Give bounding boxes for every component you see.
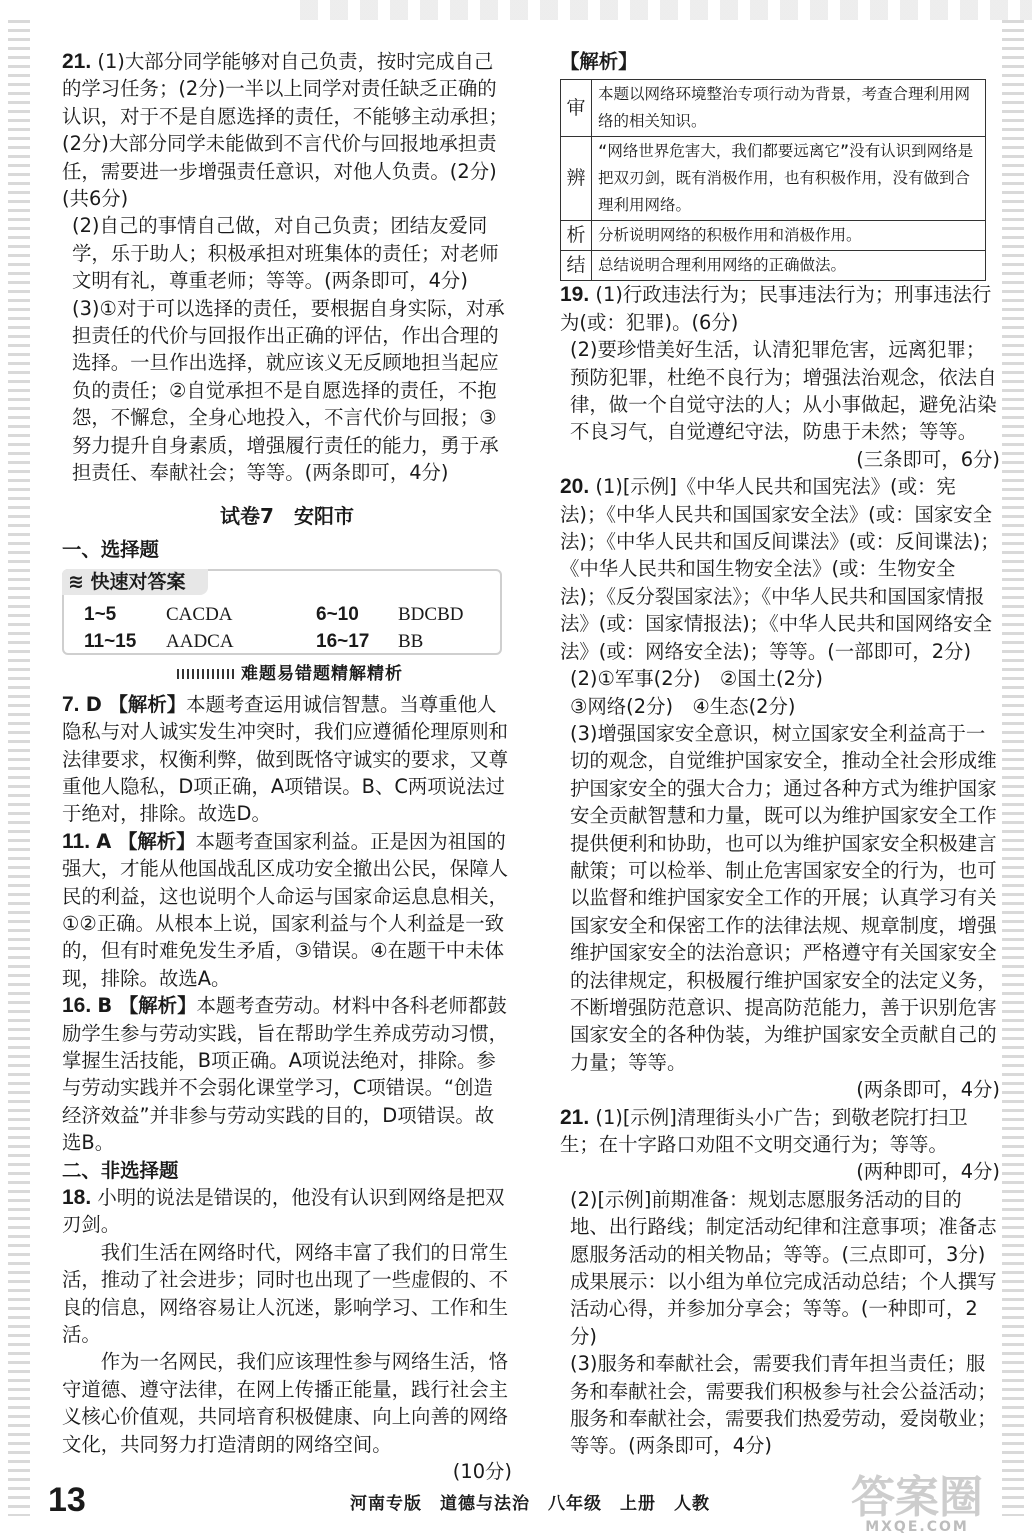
question-21: 21. (1)[示例]清理街头小广告；到敬老院打扫卫生；在十字路口劝阻不文明交通行为；等等。 (两种即可，4分) (2)[示例]前期准备：规划志愿服务活动的目的地、出行路线；制定活动纪律和注意事项；准备志愿服务活动的相关物品；等等。(三点即可，3分) 成果展示：以小组为单位完成活动总结；个人撰写活动心得，并参加分享会；等等。(一种即可，2分) (3)服务和奉献社会，需要我们青年担当责任；服务和奉献社会，需要我们积极参与社会公益活动；服务和奉献社会，需要我们热爱劳动，爱岗敬业；等等。(两条即可，4分) — [560, 1105, 1000, 1458]
question-21-prev — [62, 48, 512, 487]
right-wave-border — [1002, 20, 1024, 1516]
answer-letters: BDCBD — [398, 604, 464, 626]
question-number: 21. — [62, 50, 92, 73]
quick-answer-grid — [84, 601, 490, 655]
answer-range: 6~10 — [316, 604, 359, 626]
left-wave-border — [8, 20, 30, 1516]
section-heading: 一、选择题 — [62, 537, 159, 561]
quick-answer-title: ≋ 快速对答案 — [62, 569, 208, 595]
analysis-row: 析 分析说明网络的积极作用和消极作用。 — [561, 221, 986, 251]
score-note: (三条即可，6分) — [856, 447, 1000, 471]
analysis-row: 审 本题以网络环境整治专项行动为背景，考查合理利用网络的相关知识。 — [561, 80, 986, 137]
hard-problems-heading: 难题易错题精解精析 — [62, 661, 512, 688]
analysis-row: 辨 “网络世界危害大，我们都要远离它”没有认识到网络是把双刃剑，既有消极作用，也有积极作用，没有做到合理利用网络。 — [561, 137, 986, 221]
analysis-label: 【解析】 — [560, 50, 638, 73]
answer-range: 11~15 — [84, 631, 137, 653]
question-7: 7. D 【解析】本题考查运用诚信智慧。当尊重他人隐私与对人诚实发生冲突时，我们应遵循伦理原则和法律要求，权衡利弊，做到既恪守诚实的要求，又尊重他人隐私，D项正确，A项错误。B、C两项说法过于绝对，排除。故选D。 — [62, 692, 508, 826]
wave-icon: ≋ — [68, 571, 91, 594]
footer-book-info: 河南专版 道德与法治 八年级 上册 人教 — [350, 1494, 710, 1514]
left-column — [62, 48, 512, 1486]
question-16: 16. B 【解析】本题考查劳动。材料中各科老师都鼓励学生参与劳动实践，旨在帮助学生养成劳动习惯，掌握生活技能，B项正确。A项说法绝对，排除。参与劳动实践并不会弱化课堂学习，C项错误。“创造经济效益”并非参与劳动实践的目的，D项错误。故选B。 — [62, 994, 508, 1155]
answer-range: 1~5 — [84, 604, 117, 626]
answer-text: (3)①对于可以选择的责任，要根据自身实际，对承担责任的代价与回报作出正确的评估，作出合理的选择。一旦作出选择，就应该义无反顾地担当起应负的责任；②自觉承担不是自愿选择的责任，不抱怨，不懈怠，全身心地投入，不言代价与回报；③努力提升自身素质，增强履行责任的能力，勇于承担责任、奉献社会；等等。(两条即可，4分) — [72, 296, 505, 485]
answer-range: 16~17 — [316, 631, 370, 653]
quick-answer-box — [62, 569, 502, 655]
answer-letters: CACDA — [166, 604, 233, 626]
top-decoration — [300, 0, 1032, 20]
question-19: 19. (1)行政违法行为；民事违法行为；刑事违法行为(或：犯罪)。(6分) (2)要珍惜美好生活，认清犯罪危害，远离犯罪；预防犯罪，杜绝不良行为；增强法治观念，依法自律，做一个自觉守法的人；从小事做起，避免沾染不良习气，自觉遵纪守法，防患于未然；等等。 (三条即可，6分) — [560, 281, 1000, 473]
answer-letters: AADCA — [166, 631, 234, 653]
section-heading: 二、非选择题 — [62, 1158, 179, 1182]
answer-text: (1)大部分同学能够对自己负责，按时完成自己的学习任务；(2分)一半以上同学对责任缺乏正确的认识，对于不是自愿选择的责任，不能够主动承担；(2分)大部分同学未能做到不言代价与回报地承担责任，需要进一步增强责任意识，对他人负责。(2分)(共6分) — [62, 50, 508, 211]
answer-text: (2)自己的事情自己做，对自己负责；团结友爱同学，乐于助人；积极承担对班集体的责任；对老师文明有礼，尊重老师；等等。(两条即可，4分) — [72, 214, 499, 293]
analysis-table — [560, 79, 986, 281]
stripe-decoration — [177, 669, 235, 679]
exam-title: 试卷7 安阳市 — [220, 503, 354, 528]
watermark-logo: 答案圈 MXQE.COM — [851, 1472, 983, 1535]
question-11: 11. A 【解析】本题考查国家利益。正是因为祖国的强大，才能从他国战乱区成功安全撤出公民，保障人民的利益，这也说明个人命运与国家命运息息相关，①②正确。从根本上说，国家利益与个人利益是一致的，但有时难免发生矛盾，③错误。④在题干中未体现，排除。故选A。 — [62, 829, 508, 990]
score-note: (两条即可，4分) — [856, 1078, 1000, 1102]
question-18: 18. 小明的说法是错误的，他没有认识到网络是把双刃剑。 我们生活在网络时代，网络丰富了我们的日常生活，推动了社会进步；同时也出现了一些虚假的、不良的信息，网络容易让人沉迷，影响学习、工作和生活。 作为一名网民，我们应该理性参与网络生活，恪守道德、遵守法律，在网上传播正能量，践行社会主义核心价值观，共同培育积极健康、向上向善的网络文化，共同努力打造清朗的网络空间。 (10分) — [62, 1184, 512, 1485]
score-note: (10分) — [452, 1460, 512, 1484]
right-column — [560, 48, 1000, 1460]
score-note: (两种即可，4分) — [856, 1160, 1000, 1184]
page-number: 13 — [48, 1481, 86, 1519]
answer-letters: BB — [398, 631, 424, 653]
analysis-row: 结 总结说明合理利用网络的正确做法。 — [561, 251, 986, 281]
question-20: 20. (1)[示例]《中华人民共和国宪法》(或：宪法)；《中华人民共和国国家安全法》(或：国家安全法)；《中华人民共和国反间谍法》(或：反间谍法)；《中华人民共和国生物安全法》(或：生物安全法)；《反分裂国家法》；《中华人民共和国国家情报法》(或：国家情报法)；《中华人民共和国网络安全法》(或：网络安全法)；等等。(一部即可，2分) (2)①军事(2分) ②国土(2分) ③网络(2分) ④生态(2分) (3)增强国家安全意识，树立国家安全利益高于一切的观念，自觉维护国家安全，推动全社会形成维护国家安全的强大合力；通过各种方式为维护国家安全贡献智慧和力量，既可以为维护国家安全工作提供便利和协助，也可以为维护国家安全积极建言献策；可以检举、制止危害国家安全的行为，也可以监督和维护国家安全工作的开展；认真学习有关国家安全和保密工作的法律法规、规章制度，增强维护国家安全的法治意识；严格遵守有关国家安全的法律规定，积极履行维护国家安全的法定义务，不断增强防范意识、提高防范能力，善于识别危害国家安全的各种伪装，为维护国家安全贡献自己的力量；等等。 (两条即可，4分) — [560, 473, 1000, 1103]
